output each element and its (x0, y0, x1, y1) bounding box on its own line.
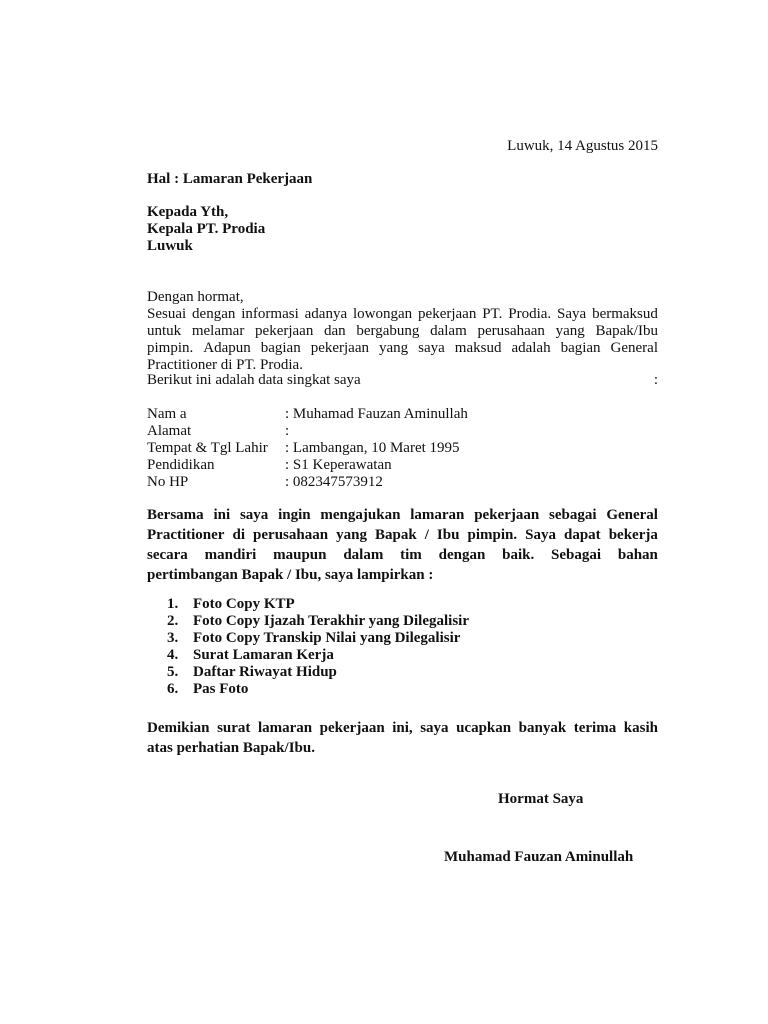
word: di (232, 527, 246, 543)
word: bekerja (608, 527, 658, 543)
word: lamaran (410, 507, 465, 523)
list-item (167, 596, 469, 613)
closing-paragraph (147, 718, 658, 758)
word: dan (324, 323, 346, 339)
word: pekerjaan (310, 340, 369, 356)
word: melamar (191, 323, 245, 339)
recipient-block (147, 204, 265, 255)
word: ini, (392, 720, 413, 736)
word: General (610, 340, 658, 356)
word: ingin (278, 507, 311, 523)
word: pimpin. (147, 340, 194, 356)
data-label: Nam a (147, 406, 187, 422)
word: kasih (623, 720, 658, 736)
data-intro-colon: : (653, 372, 658, 388)
data-value: : 082347573912 (285, 474, 383, 490)
word: untuk (147, 323, 182, 339)
word: / (424, 527, 429, 543)
word: pimpin. (467, 527, 518, 543)
data-value: : (285, 423, 290, 439)
word: dalam (343, 547, 384, 563)
closing-salutation: Hormat Saya (498, 791, 584, 807)
word: saya (418, 340, 445, 356)
word: tim (400, 547, 422, 563)
word: PT. (482, 306, 503, 322)
data-label: Pendidikan (147, 457, 215, 473)
greeting: Dengan hormat, (147, 289, 244, 305)
word: pekerjaan (418, 306, 477, 322)
data-intro-line (147, 372, 658, 389)
signer-name: Muhamad Fauzan Aminullah (444, 849, 634, 865)
list-text: Daftar Riwayat Hidup (193, 664, 337, 680)
paragraph-line: Practitioner di PT. Prodia. (147, 357, 303, 373)
list-text: Surat Lamaran Kerja (193, 647, 334, 663)
word: secara (147, 547, 188, 563)
word: bermaksud (592, 306, 658, 322)
word: bahan (617, 547, 658, 563)
word: General (606, 507, 658, 523)
word: banyak (518, 720, 567, 736)
list-item (167, 630, 469, 647)
word: Sebagai (551, 547, 602, 563)
word: Bapak/Ibu (595, 323, 658, 339)
personal-data-table (147, 406, 468, 491)
data-label: Alamat (147, 423, 192, 439)
word: bagian (260, 340, 301, 356)
word: ucapkan (456, 720, 512, 736)
recipient-line: Kepala PT. Prodia (147, 221, 266, 237)
list-number: 3. (167, 630, 179, 646)
recipient-line: Luwuk (147, 238, 193, 254)
word: terima (573, 720, 617, 736)
paragraph-line (147, 545, 658, 565)
paragraph-line (147, 525, 658, 545)
data-row (147, 474, 468, 491)
attachment-list (167, 596, 469, 698)
word: Adapun (203, 340, 251, 356)
list-item (167, 664, 469, 681)
list-text: Foto Copy Ijazah Terakhir yang Dilegalisir (193, 613, 469, 629)
word: perusahaan (477, 323, 545, 339)
data-value: : S1 Keperawatan (285, 457, 392, 473)
list-number: 4. (167, 647, 179, 663)
list-number: 5. (167, 664, 179, 680)
data-label: No HP (147, 474, 189, 490)
paragraph-line (147, 505, 658, 525)
list-number: 2. (167, 613, 179, 629)
list-number: 1. (167, 596, 179, 612)
paragraph-line: atas perhatian Bapak/Ibu. (147, 740, 315, 756)
word: pekerjaan (319, 720, 385, 736)
paragraph-line (147, 340, 658, 357)
word: ini (213, 507, 231, 523)
word: dengan (438, 547, 486, 563)
letter-subject: Hal : Lamaran Pekerjaan (147, 171, 313, 187)
data-value: : Muhamad Fauzan Aminullah (285, 406, 468, 422)
data-row (147, 440, 468, 457)
word: maksud (454, 340, 502, 356)
word: Saya (557, 306, 587, 322)
word: adalah (511, 340, 551, 356)
word: bagian (560, 340, 601, 356)
list-text: Foto Copy KTP (193, 596, 295, 612)
paragraph-line (147, 323, 658, 340)
list-number: 6. (167, 681, 179, 697)
list-text: Pas Foto (193, 681, 249, 697)
list-item (167, 681, 469, 698)
paragraph-line (147, 718, 658, 738)
word: Ibu (436, 527, 460, 543)
word: Sesuai (147, 306, 187, 322)
data-row (147, 457, 468, 474)
paragraph-line: pertimbangan Bapak / Ibu, saya lampirkan : (147, 567, 434, 583)
word: Bapak (374, 527, 417, 543)
word: pekerjaan (255, 323, 314, 339)
word: Practitioner (147, 527, 225, 543)
word: informasi (241, 306, 299, 322)
word: bergabung (356, 323, 420, 339)
word: Prodia. (508, 306, 552, 322)
word: sebagai (549, 507, 597, 523)
data-intro-text: Berikut ini adalah data singkat saya (147, 372, 361, 388)
letter-date: Luwuk, 14 Agustus 2015 (507, 138, 658, 154)
word: saya (239, 507, 269, 523)
data-row (147, 423, 468, 440)
word: saya (420, 720, 449, 736)
word: mengajukan (320, 507, 401, 523)
word: dengan (192, 306, 236, 322)
submission-paragraph (147, 505, 658, 585)
data-row (147, 406, 468, 423)
word: adanya (304, 306, 348, 322)
word: maupun (273, 547, 327, 563)
paragraph-line (147, 306, 658, 323)
list-item (167, 647, 469, 664)
data-value: : Lambangan, 10 Maret 1995 (285, 440, 460, 456)
word: Demikian (147, 720, 210, 736)
word: yang (336, 527, 367, 543)
word: dapat (564, 527, 601, 543)
word: Saya (525, 527, 556, 543)
word: yang (378, 340, 409, 356)
word: perusahaan (253, 527, 329, 543)
list-item (167, 613, 469, 630)
word: baik. (502, 547, 535, 563)
word: lamaran (257, 720, 313, 736)
word: mandiri (204, 547, 257, 563)
word: dalam (430, 323, 467, 339)
word: Bersama (147, 507, 204, 523)
word: surat (217, 720, 251, 736)
intro-paragraph (147, 289, 658, 374)
word: yang (555, 323, 585, 339)
recipient-line: Kepada Yth, (147, 204, 229, 220)
word: pekerjaan (474, 507, 540, 523)
data-label: Tempat & Tgl Lahir (147, 440, 268, 456)
list-text: Foto Copy Transkip Nilai yang Dilegalisir (193, 630, 461, 646)
word: lowongan (352, 306, 413, 322)
